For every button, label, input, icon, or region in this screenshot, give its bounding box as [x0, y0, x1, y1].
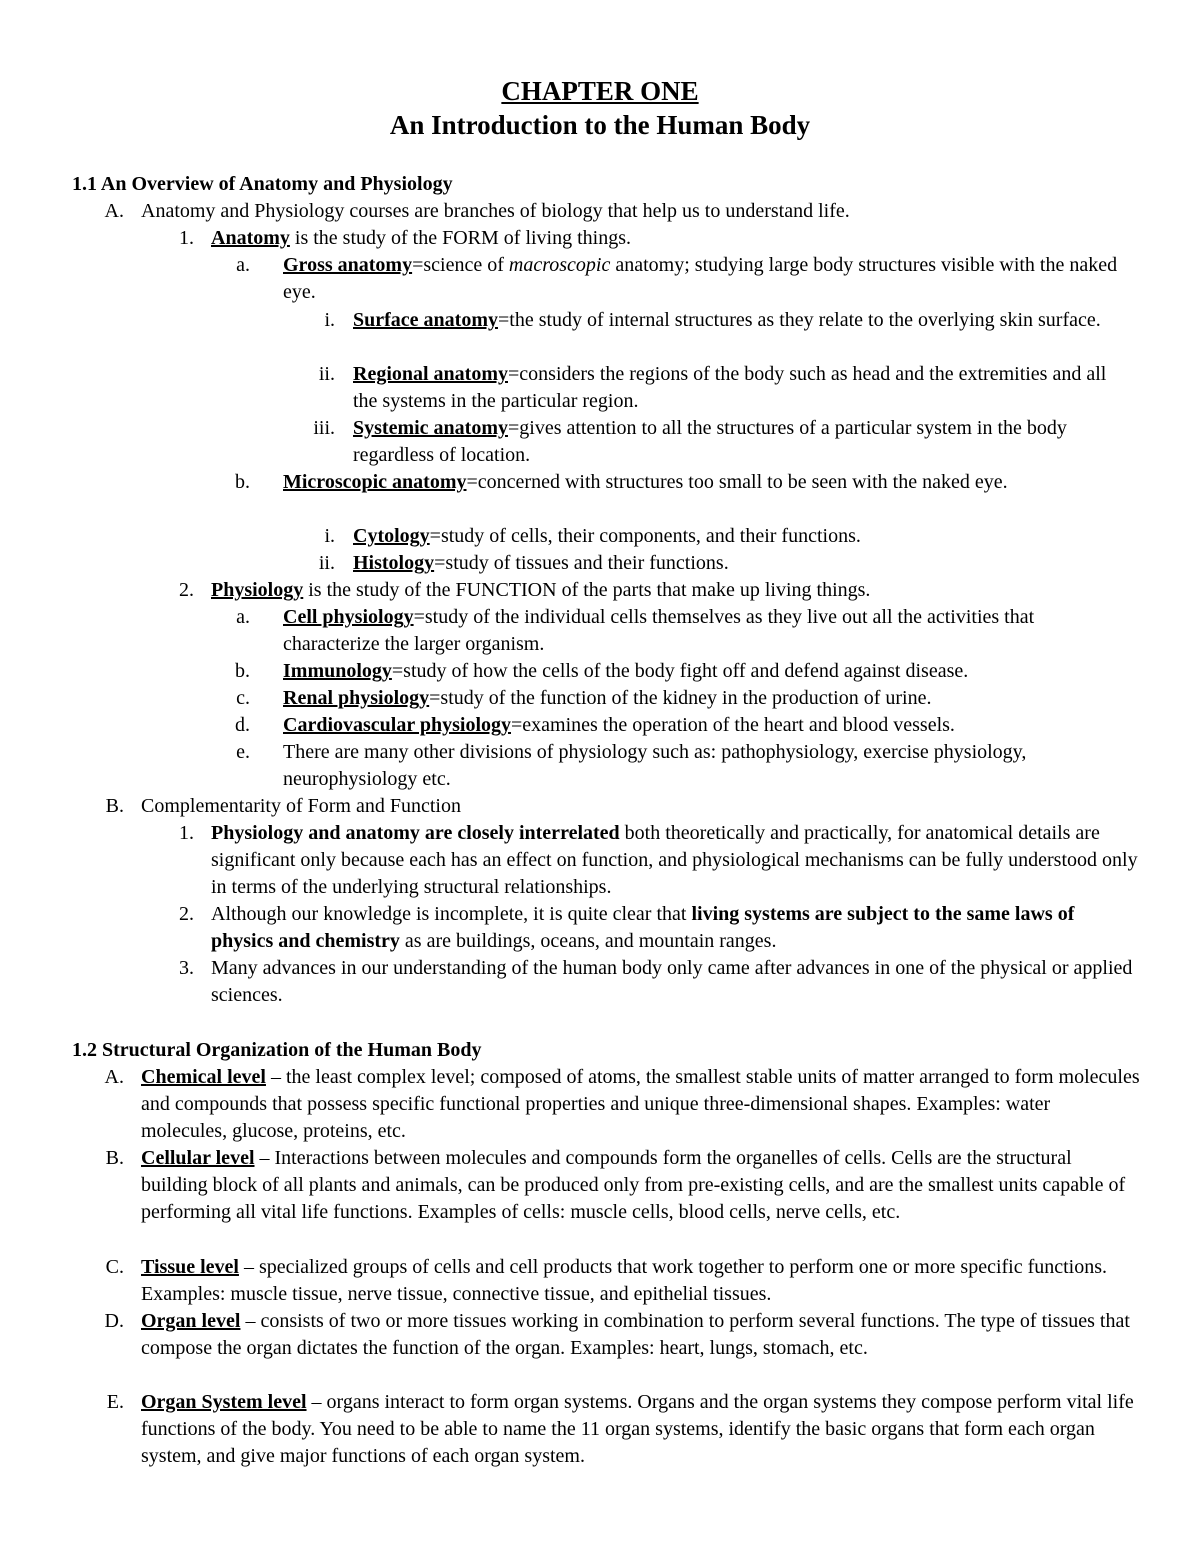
- chapter-title: An Introduction to the Human Body: [389, 110, 811, 140]
- definition: – consists of two or more tissues working in combination to perform several functions. The type of tissues that compose the organ dictates the function of the organ. Examples: heart, lungs, stomach, etc.: [141, 1310, 1130, 1359]
- list-text: Anatomy and Physiology courses are branches of biology that help us to understand life.: [141, 200, 850, 222]
- list-marker: b.: [235, 471, 250, 493]
- list-marker: i.: [324, 525, 335, 547]
- text-part: both theoretically and practically, for anatomical details are significant only because each has an effect on function, and physiological mechanisms can be fully understood only in terms of the underlying structural relationships.: [211, 822, 1138, 898]
- list-marker: 1.: [179, 822, 194, 844]
- definition: =concerned with structures too small to be seen with the naked eye.: [466, 471, 1008, 493]
- list-text: [211, 901, 1141, 955]
- term: Anatomy: [211, 227, 290, 249]
- list-text: [283, 712, 1135, 739]
- bold-phrase: living systems are subject to the same laws of physics and chemistry: [211, 903, 1075, 952]
- list-text: [141, 1145, 1141, 1226]
- definition: =study of the function of the kidney in the production of urine.: [429, 687, 932, 709]
- list-text: [353, 415, 1135, 469]
- list-text: [353, 361, 1135, 415]
- list-text: [211, 820, 1141, 901]
- text-part: as are buildings, oceans, and mountain ranges.: [399, 930, 777, 952]
- list-text: [283, 685, 1135, 712]
- bold-phrase: Physiology and anatomy are closely interrelated: [211, 822, 620, 844]
- definition: =study of cells, their components, and their functions.: [429, 525, 861, 547]
- term: Gross anatomy: [283, 254, 413, 276]
- definition: – organs interact to form organ systems. Organs and the organ systems they compose perform vital life functions of the body. You need to be able to name the 11 organ systems, identify the basic organs that form each organ system, and give major functions of each organ system.: [141, 1391, 1134, 1467]
- list-marker: e.: [236, 741, 250, 763]
- definition-part: anatomy; studying large body structures visible with the naked eye.: [283, 254, 1118, 303]
- definition: =study of tissues and their functions.: [434, 552, 729, 574]
- list-text: [353, 307, 1135, 334]
- list-text: [283, 469, 1135, 496]
- term: Renal physiology: [283, 687, 430, 709]
- term: Cell physiology: [283, 606, 414, 628]
- list-text: [211, 225, 1141, 252]
- list-marker: 2.: [179, 579, 194, 601]
- list-text: [141, 1254, 1141, 1308]
- list-text: Complementarity of Form and Function: [141, 795, 461, 817]
- term: Regional anatomy: [353, 363, 508, 385]
- list-text: [141, 1308, 1141, 1362]
- list-marker: ii.: [318, 363, 335, 385]
- list-text: [141, 1389, 1141, 1470]
- definition: =study of the individual cells themselves as they live out all the activities that characterize the larger organism.: [283, 606, 1035, 655]
- term: Cardiovascular physiology: [283, 714, 511, 736]
- term: Physiology: [211, 579, 304, 601]
- list-marker: a.: [236, 254, 250, 276]
- term: Systemic anatomy: [353, 417, 508, 439]
- term: Immunology: [283, 660, 392, 682]
- list-marker: 2.: [179, 903, 194, 925]
- list-marker: 1.: [179, 227, 194, 249]
- term: Microscopic anatomy: [283, 471, 467, 493]
- definition: =study of how the cells of the body fight off and defend against disease.: [391, 660, 969, 682]
- list-marker: b.: [235, 660, 250, 682]
- term: Organ System level: [141, 1391, 307, 1413]
- definition: – the least complex level; composed of atoms, the smallest stable units of matter arranged to form molecules and compounds that possess specific functional properties and unique three-dimensional shapes. Examples: water molecules, glucose, proteins, etc.: [141, 1066, 1140, 1142]
- definition: =examines the operation of the heart and blood vessels.: [511, 714, 955, 736]
- chapter-number: CHAPTER ONE: [501, 76, 699, 106]
- list-marker: D.: [104, 1310, 124, 1332]
- list-marker: iii.: [313, 417, 335, 439]
- definition: =considers the regions of the body such as head and the extremities and all the systems in the particular region.: [353, 363, 1107, 412]
- list-text: [283, 252, 1135, 306]
- definition: – specialized groups of cells and cell products that work together to perform one or more specific functions. Examples: muscle tissue, nerve tissue, connective tissue, and epithelial tissues.: [141, 1256, 1108, 1305]
- list-marker: i.: [324, 309, 335, 331]
- section-heading-1-1: 1.1 An Overview of Anatomy and Physiology: [72, 173, 453, 195]
- list-text: [211, 577, 1141, 604]
- list-text: [141, 1064, 1141, 1145]
- list-marker: a.: [236, 606, 250, 628]
- list-marker: d.: [235, 714, 250, 736]
- term: Chemical level: [141, 1066, 266, 1088]
- definition: is the study of the FORM of living things.: [289, 227, 632, 249]
- term: Surface anatomy: [353, 309, 498, 331]
- list-marker: C.: [105, 1256, 124, 1278]
- list-marker: E.: [106, 1391, 124, 1413]
- term: Organ level: [141, 1310, 241, 1332]
- list-marker: B.: [105, 795, 124, 817]
- list-text: [283, 604, 1135, 658]
- list-text: There are many other divisions of physiology such as: pathophysiology, exercise physiology, neurophysiology etc.: [283, 741, 1027, 790]
- definition: =the study of internal structures as they relate to the overlying skin surface.: [497, 309, 1101, 331]
- definition: – Interactions between molecules and compounds form the organelles of cells. Cells are the structural building block of all plants and animals, can be produced only from pre-existing cells, and are the smallest units capable of performing all vital life functions. Examples of cells: muscle cells, blood cells, nerve cells, etc.: [141, 1147, 1126, 1223]
- definition: is the study of the FUNCTION of the parts that make up living things.: [303, 579, 871, 601]
- list-text: Many advances in our understanding of the human body only came after advances in one of the physical or applied sciences.: [211, 957, 1133, 1006]
- list-marker: A.: [104, 1066, 124, 1088]
- list-text: [283, 658, 1135, 685]
- list-marker: B.: [105, 1147, 124, 1169]
- definition-part: =science of: [412, 254, 509, 276]
- term: Cytology: [353, 525, 430, 547]
- list-text: [353, 523, 1135, 550]
- list-marker: 3.: [179, 957, 194, 979]
- term: Histology: [353, 552, 435, 574]
- list-marker: A.: [104, 200, 124, 222]
- list-marker: ii.: [318, 552, 335, 574]
- list-marker: c.: [236, 687, 250, 709]
- emphasis: macroscopic: [508, 254, 611, 276]
- term: Cellular level: [141, 1147, 255, 1169]
- text-part: Although our knowledge is incomplete, it is quite clear that: [211, 903, 692, 925]
- section-heading-1-2: 1.2 Structural Organization of the Human Body: [72, 1039, 482, 1061]
- list-text: [353, 550, 1135, 577]
- definition: =gives attention to all the structures of a particular system in the body regardless of location.: [353, 417, 1067, 466]
- term: Tissue level: [141, 1256, 239, 1278]
